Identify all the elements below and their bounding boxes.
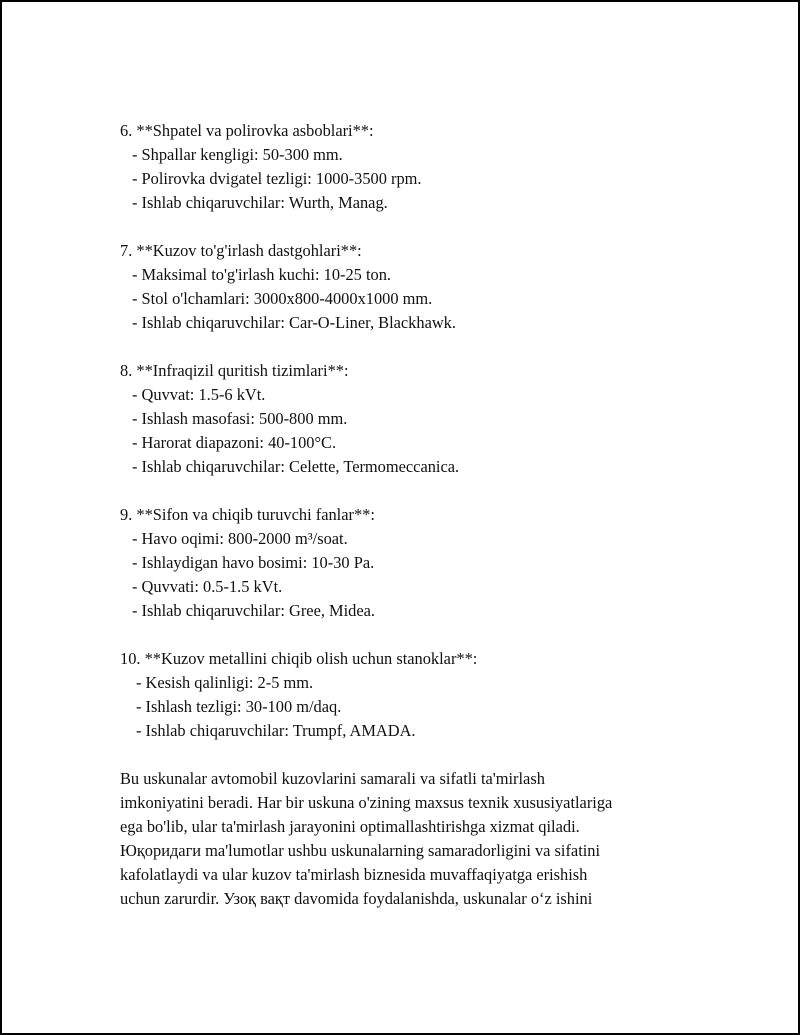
section-heading: 9. **Sifon va chiqib turuvchi fanlar**: bbox=[120, 505, 375, 524]
section-heading: 7. **Kuzov to'g'irlash dastgohlari**: bbox=[120, 241, 362, 260]
document-content bbox=[120, 119, 680, 911]
list-item: - Ishlab chiqaruvchilar: Celette, Termomeccanica. bbox=[132, 457, 460, 476]
section-9 bbox=[120, 503, 680, 623]
list-item: - Ishlaydigan havo bosimi: 10-30 Pa. bbox=[132, 553, 375, 572]
section-heading: 8. **Infraqizil quritish tizimlari**: bbox=[120, 361, 349, 380]
list-item: - Shpallar kengligi: 50-300 mm. bbox=[132, 145, 343, 164]
paragraph-line: Юқоридаги ma'lumotlar ushbu uskunalarning samaradorligini va sifatini bbox=[120, 841, 601, 860]
paragraph-line: ega bo'lib, ular ta'mirlash jarayonini optimallashtirishga xizmat qiladi. bbox=[120, 817, 580, 836]
section-10 bbox=[120, 647, 680, 743]
section-heading: 6. **Shpatel va polirovka asboblari**: bbox=[120, 121, 374, 140]
paragraph-line: uchun zarurdir. Узоқ вақт davomida foydalanishda, uskunalar o‘z ishini bbox=[120, 889, 593, 908]
list-item: - Ishlash tezligi: 30-100 m/daq. bbox=[136, 697, 342, 716]
list-item: - Maksimal to'g'irlash kuchi: 10-25 ton. bbox=[132, 265, 392, 284]
list-item: - Stol o'lchamlari: 3000x800-4000x1000 mm. bbox=[132, 289, 433, 308]
list-item: - Quvvat: 1.5-6 kVt. bbox=[132, 385, 266, 404]
section-6 bbox=[120, 119, 680, 215]
section-8 bbox=[120, 359, 680, 479]
list-item: - Ishlab chiqaruvchilar: Trumpf, AMADA. bbox=[136, 721, 416, 740]
list-item: - Ishlash masofasi: 500-800 mm. bbox=[132, 409, 348, 428]
section-7 bbox=[120, 239, 680, 335]
list-item: - Quvvati: 0.5-1.5 kVt. bbox=[132, 577, 283, 596]
list-item: - Ishlab chiqaruvchilar: Gree, Midea. bbox=[132, 601, 376, 620]
paragraph-line: Bu uskunalar avtomobil kuzovlarini samarali va sifatli ta'mirlash bbox=[120, 769, 545, 788]
list-item: - Harorat diapazoni: 40-100°C. bbox=[132, 433, 337, 452]
list-item: - Kesish qalinligi: 2-5 mm. bbox=[136, 673, 314, 692]
section-heading: 10. **Kuzov metallini chiqib olish uchun stanoklar**: bbox=[120, 649, 478, 668]
list-item: - Ishlab chiqaruvchilar: Car-O-Liner, Blackhawk. bbox=[132, 313, 456, 332]
summary-paragraph bbox=[120, 767, 680, 911]
list-item: - Havo oqimi: 800-2000 m³/soat. bbox=[132, 529, 348, 548]
paragraph-line: kafolatlaydi va ular kuzov ta'mirlash biznesida muvaffaqiyatga erishish bbox=[120, 865, 588, 884]
list-item: - Polirovka dvigatel tezligi: 1000-3500 rpm. bbox=[132, 169, 422, 188]
paragraph-line: imkoniyatini beradi. Har bir uskuna o'zining maxsus texnik xususiyatlariga bbox=[120, 793, 613, 812]
list-item: - Ishlab chiqaruvchilar: Wurth, Manag. bbox=[132, 193, 388, 212]
